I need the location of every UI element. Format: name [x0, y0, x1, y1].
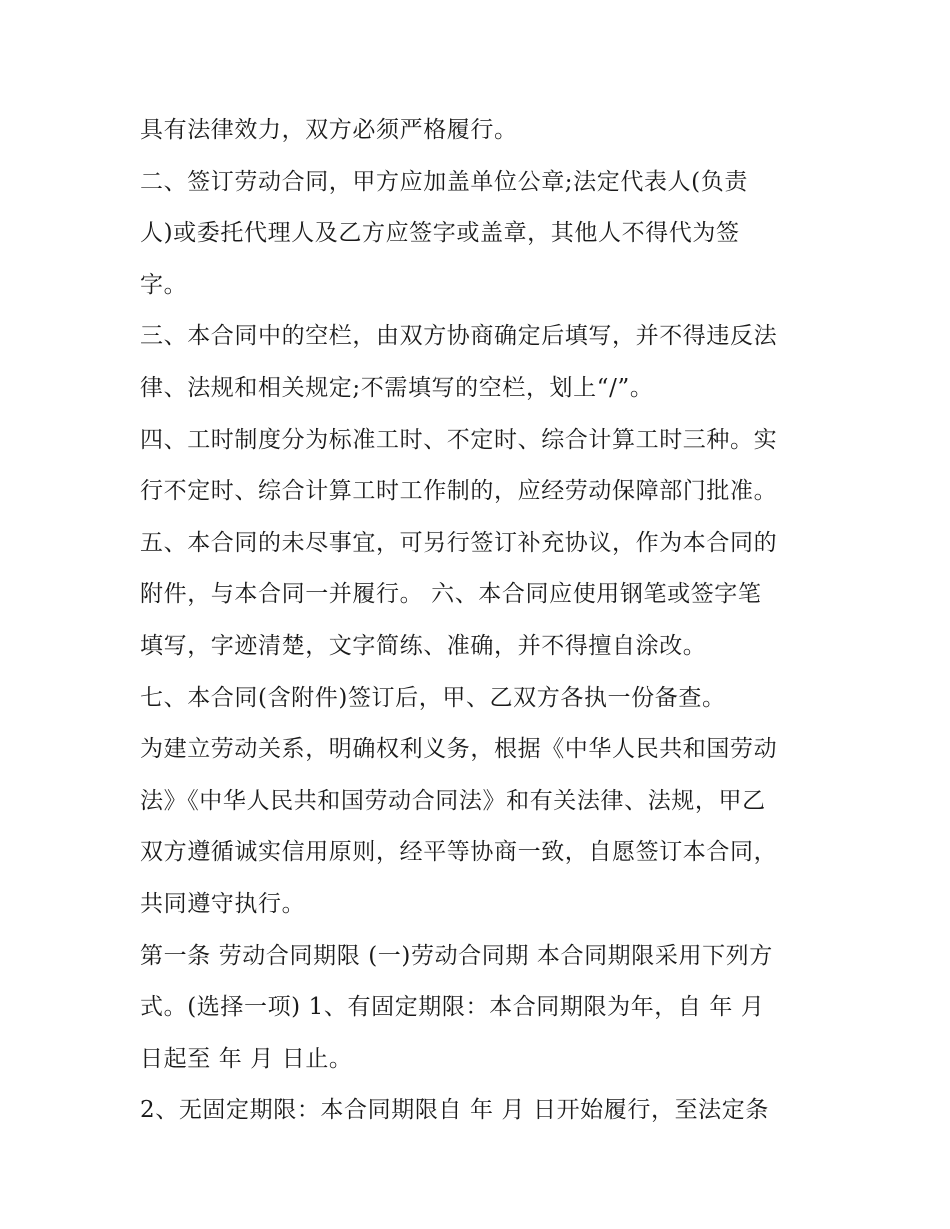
text-line: 法》《中华人民共和国劳动合同法》和有关法律、法规，甲乙: [140, 787, 766, 814]
text-line: 七、本合同(含附件)签订后，甲、乙双方各执一份备查。: [140, 684, 726, 711]
text-line: 日起至 年 月 日止。: [140, 1045, 353, 1072]
text-line: 字。: [140, 271, 188, 298]
text-line: 2、无固定期限：本合同期限自 年 月 日开始履行，至法定条: [140, 1097, 769, 1124]
text-line: 第一条 劳动合同期限 (一)劳动合同期 本合同期限采用下列方: [140, 942, 773, 969]
text-line: 四、工时制度分为标准工时、不定时、综合计算工时三种。实: [140, 426, 778, 453]
text-line: 五、本合同的未尽事宜，可另行签订补充协议，作为本合同的: [140, 529, 778, 556]
text-line: 律、法规和相关规定;不需填写的空栏，划上“/”。: [140, 374, 654, 401]
text-line: 共同遵守执行。: [140, 890, 306, 917]
text-line: 行不定时、综合计算工时工作制的，应经劳动保障部门批准。: [140, 478, 778, 505]
document-body: [140, 110, 830, 1142]
text-line: 双方遵循诚实信用原则，经平等协商一致，自愿签订本合同，: [140, 839, 778, 866]
text-line: 三、本合同中的空栏，由双方协商确定后填写，并不得违反法: [140, 323, 778, 350]
text-line: 为建立劳动关系，明确权利义务，根据《中华人民共和国劳动: [140, 736, 778, 763]
text-line: 二、签订劳动合同，甲方应加盖单位公章;法定代表人(负责: [140, 168, 748, 195]
text-line: 填写，字迹清楚，文字简练、准确，并不得擅自涂改。: [140, 632, 707, 659]
text-line: 人)或委托代理人及乙方应签字或盖章，其他人不得代为签: [140, 220, 740, 247]
text-line: 具有法律效力，双方必须严格履行。: [140, 117, 518, 143]
text-line: 式。(选择一项) 1、有固定期限：本合同期限为年，自 年 月: [140, 994, 765, 1021]
text-line: 附件，与本合同一并履行。 六、本合同应使用钢笔或签字笔: [140, 581, 762, 608]
